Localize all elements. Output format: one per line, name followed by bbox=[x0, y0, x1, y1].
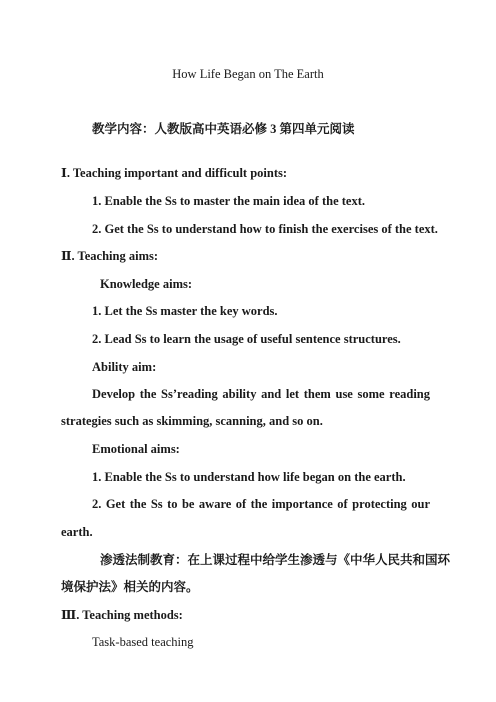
knowledge-aim-1: 1. Let the Ss master the key words. bbox=[92, 304, 278, 318]
document-title: How Life Began on The Earth bbox=[172, 67, 324, 81]
ability-aim-line-2: strategies such as skimming, scanning, and so on. bbox=[61, 414, 323, 428]
knowledge-aims-label: Knowledge aims: bbox=[100, 277, 193, 291]
emotional-aim-2-line-1: 2. Get the Ss to be aware of the importance of protecting our bbox=[92, 497, 430, 511]
law-education-line-1: 渗透法制教育：在上课过程中给学生渗透与《中华人民共和国环 bbox=[100, 553, 451, 567]
emotional-aim-2-line-2: earth. bbox=[61, 525, 93, 539]
section-2-heading: Ⅱ. Teaching aims: bbox=[61, 249, 159, 263]
emotional-aims-label: Emotional aims: bbox=[92, 442, 180, 456]
section-1-point-1: 1. Enable the Ss to master the main idea of the text. bbox=[92, 194, 366, 208]
teaching-method-item: Task-based teaching bbox=[92, 635, 194, 649]
section-1-heading: Ⅰ. Teaching important and difficult points: bbox=[61, 166, 288, 180]
knowledge-aim-2: 2. Lead Ss to learn the usage of useful sentence structures. bbox=[92, 332, 401, 346]
emotional-aim-1: 1. Enable the Ss to understand how life began on the earth. bbox=[92, 470, 406, 484]
section-1-point-2: 2. Get the Ss to understand how to finish the exercises of the text. bbox=[92, 222, 438, 236]
teaching-content-line: 教学内容：人教版高中英语必修 3 第四单元阅读 bbox=[92, 122, 355, 136]
ability-aim-line-1: Develop the Ss’reading ability and let them use some reading bbox=[92, 387, 430, 401]
law-education-line-2: 境保护法》相关的内容。 bbox=[61, 580, 199, 594]
section-3-heading: Ⅲ. Teaching methods: bbox=[61, 608, 183, 622]
ability-aim-label: Ability aim: bbox=[92, 360, 157, 374]
